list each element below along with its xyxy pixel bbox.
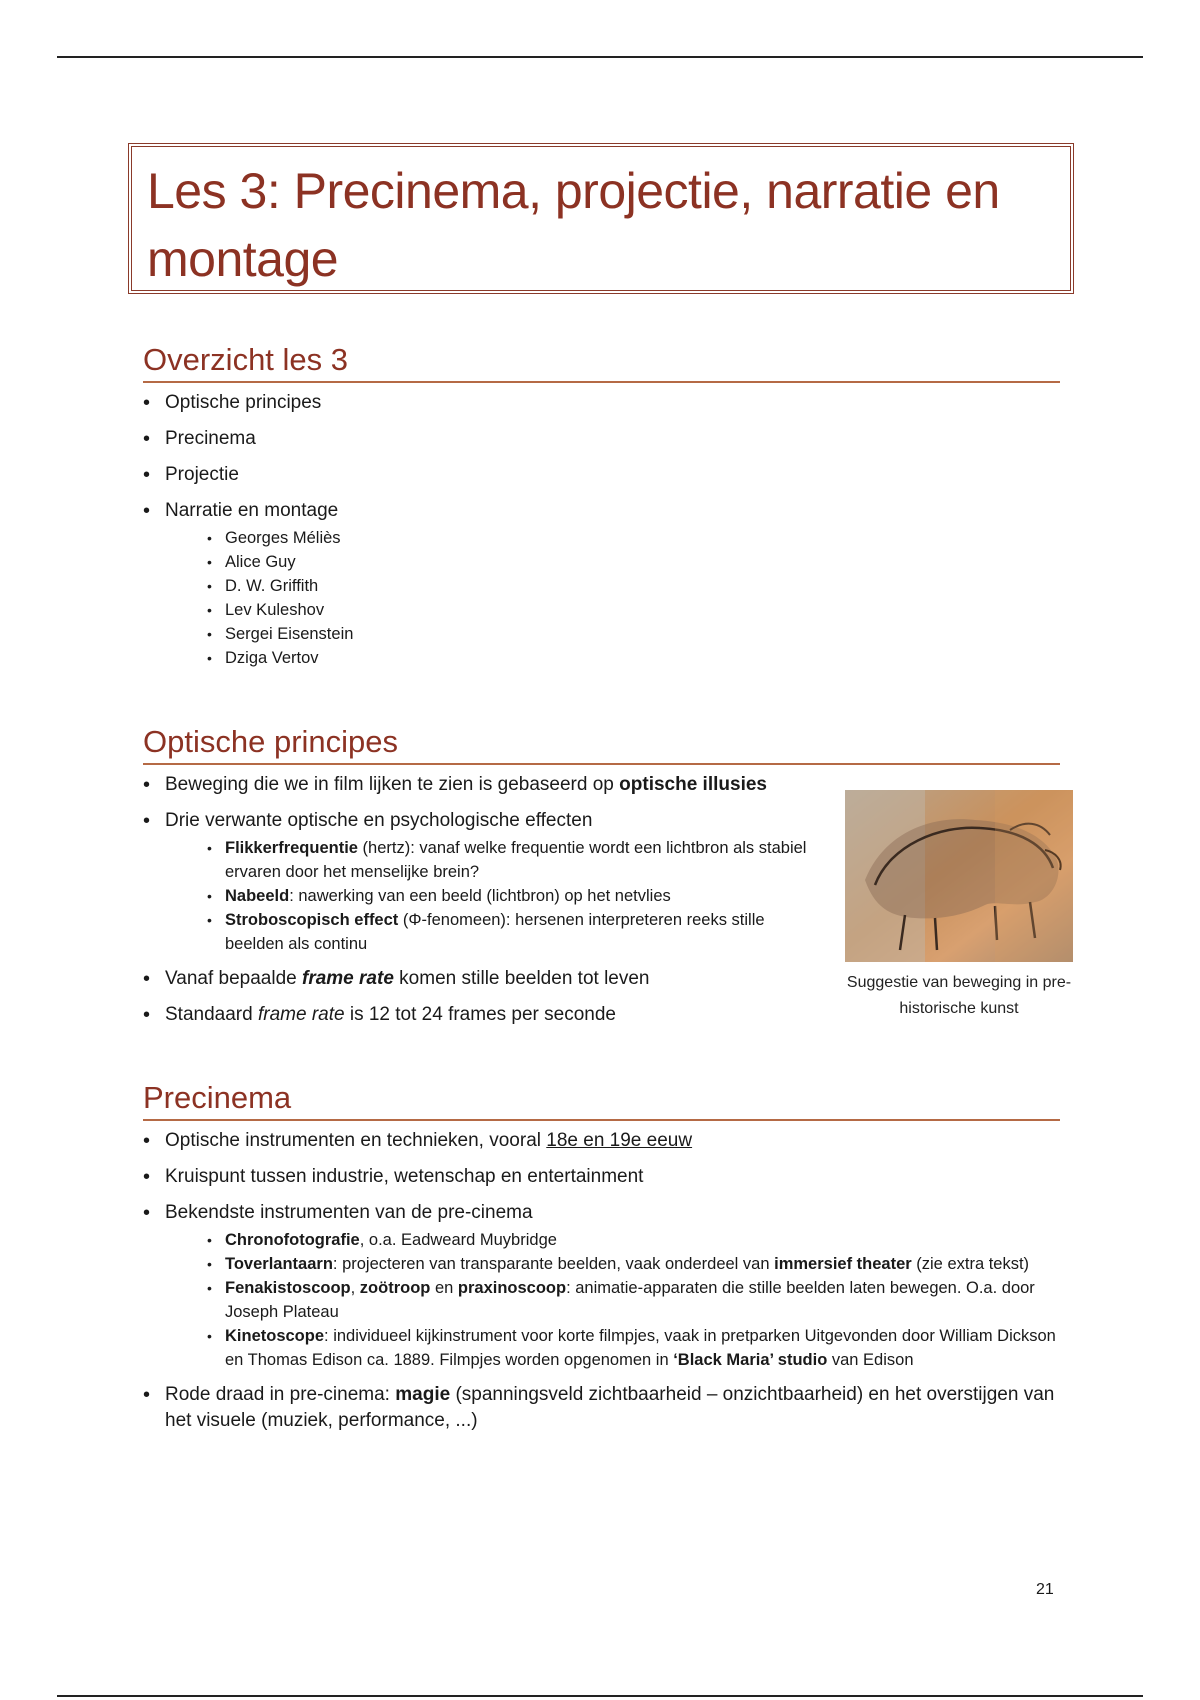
text: is 12 tot 24 frames per seconde [344, 1004, 616, 1025]
list-item [143, 1200, 1060, 1372]
sublist-item [205, 908, 823, 956]
sublist-item [205, 1252, 1060, 1276]
figure-caption: Suggestie van beweging in pre-historische kunst [846, 974, 1072, 1017]
list-item [143, 1382, 1060, 1434]
list-item: • Kruispunt tussen industrie, wetenschap en entertainment [143, 1164, 1060, 1190]
text: : animatie-apparaten die stille beelden laten bewegen. O.a. door Joseph Plateau [225, 1279, 1035, 1321]
text: : nawerking van een beeld (lichtbron) op het netvlies [289, 887, 671, 905]
bold-text: Kinetoscope [225, 1327, 325, 1345]
sublist [165, 1228, 1060, 1372]
bold-text: immersief theater [774, 1255, 912, 1273]
optics-list [143, 772, 823, 1028]
bold-text: ‘Black Maria’ studio [673, 1351, 828, 1369]
precinema-section [143, 1079, 1060, 1444]
text: Standaard [165, 1004, 258, 1025]
text: Drie verwante optische en psychologische effecten [165, 810, 593, 831]
sublist-item: • Sergei Eisenstein [205, 622, 1060, 646]
cave-painting-image [845, 790, 1073, 962]
list-item: • Precinema [143, 426, 1060, 452]
text: Beweging die we in film lijken te zien is gebaseerd op [165, 774, 620, 795]
sublist-item: • Lev Kuleshov [205, 598, 1060, 622]
sublist-item: • Alice Guy [205, 550, 1060, 574]
precinema-list [143, 1128, 1060, 1434]
page-title: Les 3: Precinema, projectie, narratie en montage [147, 163, 1000, 287]
sublist-item [205, 836, 823, 884]
text: en [430, 1279, 458, 1297]
sublist-item [205, 884, 823, 908]
bold-text: Nabeeld [225, 887, 290, 905]
text: (hertz): vanaf welke frequentie wordt een lichtbron als stabiel ervaren door het menselijke brein? [225, 839, 807, 881]
text: (zie extra tekst) [911, 1255, 1030, 1273]
list-item-label: Narratie en montage [165, 500, 339, 521]
list-item [143, 808, 823, 956]
sublist-item [205, 1228, 1060, 1252]
overview-section [143, 341, 1060, 680]
precinema-heading: Precinema [143, 1079, 1060, 1121]
sublist-item [205, 1324, 1060, 1372]
bold-text: Toverlantaarn [225, 1255, 333, 1273]
optics-heading: Optische principes [143, 723, 1060, 765]
bold-text: zoötroop [359, 1279, 431, 1297]
text: (Φ-fenomeen): hersenen interpreteren reeks stille beelden als continu [225, 911, 765, 953]
text: Bekendste instrumenten van de pre-cinema [165, 1202, 533, 1223]
sublist-item [205, 1276, 1060, 1324]
text: (spanningsveld zichtbaarheid – onzichtbaarheid) en het overstijgen van het visuele (muziek, performance, ...) [165, 1384, 1055, 1431]
sublist [165, 836, 823, 956]
text: : individueel kijkinstrument voor korte filmpjes, vaak in pretparken Uitgevonden door William Dickson en Thomas Edison ca. 1889. Filmpjes worden opgenomen in [225, 1327, 1056, 1369]
page-number: 21 [1036, 1581, 1054, 1598]
text: van Edison [827, 1351, 914, 1369]
bold-text: Flikkerfrequentie [225, 839, 358, 857]
list-item [143, 1128, 1060, 1154]
emphasis-text: frame rate [302, 968, 394, 989]
overview-heading: Overzicht les 3 [143, 341, 1060, 383]
cave-painting-figure [845, 790, 1073, 1022]
bold-text: optische illusies [619, 774, 767, 795]
list-item [143, 498, 1060, 670]
text: komen stille beelden tot leven [393, 968, 650, 989]
list-item: • Projectie [143, 462, 1060, 488]
text: Vanaf bepaalde [165, 968, 302, 989]
title-box [128, 143, 1074, 294]
emphasis-text: frame rate [257, 1004, 345, 1025]
bold-text: Chronofotografie [225, 1231, 360, 1249]
overview-list [143, 390, 1060, 670]
list-item [143, 966, 823, 992]
underlined-text: 18e en 19e eeuw [546, 1130, 693, 1151]
bold-text: magie [395, 1384, 451, 1405]
footer-rule [57, 1695, 1143, 1697]
bold-text: Stroboscopisch effect [225, 911, 399, 929]
bold-text: Fenakistoscoop [225, 1279, 351, 1297]
header-rule [57, 56, 1143, 58]
sublist [165, 526, 1060, 670]
text: Rode draad in pre-cinema: [165, 1384, 396, 1405]
list-item [143, 772, 823, 798]
text: Optische instrumenten en technieken, vooral [165, 1130, 547, 1151]
text: : projecteren van transparante beelden, vaak onderdeel van [332, 1255, 775, 1273]
sublist-item: • Georges Méliès [205, 526, 1060, 550]
list-item: • Optische principes [143, 390, 1060, 416]
text: , [350, 1279, 360, 1297]
sublist-item: • D. W. Griffith [205, 574, 1060, 598]
bold-text: praxinoscoop [457, 1279, 567, 1297]
text: , o.a. Eadweard Muybridge [359, 1231, 557, 1249]
list-item [143, 1002, 823, 1028]
sublist-item: • Dziga Vertov [205, 646, 1060, 670]
